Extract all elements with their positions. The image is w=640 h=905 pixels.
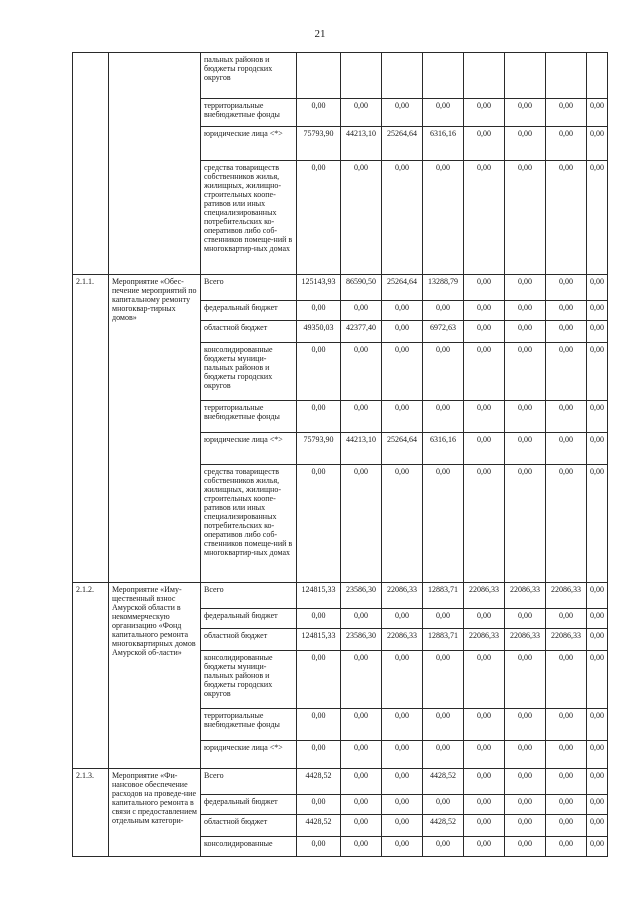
amount-cell: 0,00: [505, 275, 546, 301]
amount-cell: 0,00: [546, 769, 587, 795]
amount-cell: 0,00: [587, 401, 608, 433]
amount-cell: 0,00: [464, 609, 505, 629]
amount-cell: 0,00: [587, 651, 608, 709]
amount-cell: 6316,16: [423, 433, 464, 465]
amount-cell: 0,00: [423, 837, 464, 857]
amount-cell: 0,00: [587, 127, 608, 161]
amount-cell: [587, 53, 608, 99]
amount-cell: 0,00: [423, 741, 464, 769]
amount-cell: 0,00: [297, 709, 341, 741]
amount-cell: 0,00: [546, 433, 587, 465]
amount-cell: 25264,64: [382, 127, 423, 161]
funding-source-cell: областной бюджет: [201, 815, 297, 837]
amount-cell: 0,00: [546, 741, 587, 769]
funding-source-cell: территориальные внебюджетные фонды: [201, 99, 297, 127]
amount-cell: 6316,16: [423, 127, 464, 161]
table-row: [73, 275, 608, 301]
amount-cell: 0,00: [464, 795, 505, 815]
amount-cell: 0,00: [341, 343, 382, 401]
amount-cell: 0,00: [464, 301, 505, 321]
amount-cell: 22086,33: [546, 629, 587, 651]
amount-cell: 0,00: [423, 99, 464, 127]
amount-cell: 0,00: [546, 127, 587, 161]
amount-cell: 0,00: [505, 321, 546, 343]
item-name-cell: Мероприятие «Иму-щественный взнос Амурской области в некоммерческую организацию «Фонд капитального ремонта многоквартирных домов Амурской об-ласти»: [109, 583, 201, 769]
funding-source-cell: территориальные внебюджетные фонды: [201, 709, 297, 741]
amount-cell: 0,00: [297, 161, 341, 275]
item-name-cell: [109, 53, 201, 275]
amount-cell: 124815,33: [297, 629, 341, 651]
amount-cell: 44213,10: [341, 433, 382, 465]
amount-cell: 0,00: [297, 741, 341, 769]
amount-cell: 0,00: [382, 321, 423, 343]
amount-cell: 42377,40: [341, 321, 382, 343]
amount-cell: 0,00: [382, 99, 423, 127]
amount-cell: [423, 53, 464, 99]
amount-cell: 124815,33: [297, 583, 341, 609]
amount-cell: 0,00: [341, 99, 382, 127]
amount-cell: 0,00: [587, 301, 608, 321]
amount-cell: 0,00: [382, 651, 423, 709]
amount-cell: 0,00: [587, 795, 608, 815]
amount-cell: 0,00: [587, 583, 608, 609]
amount-cell: 0,00: [464, 433, 505, 465]
amount-cell: 0,00: [546, 795, 587, 815]
amount-cell: 0,00: [587, 343, 608, 401]
amount-cell: 0,00: [587, 275, 608, 301]
amount-cell: 0,00: [505, 301, 546, 321]
funding-source-cell: юридические лица <*>: [201, 433, 297, 465]
funding-source-cell: юридические лица <*>: [201, 127, 297, 161]
amount-cell: 0,00: [382, 837, 423, 857]
amount-cell: 0,00: [341, 465, 382, 583]
amount-cell: 44213,10: [341, 127, 382, 161]
amount-cell: 0,00: [546, 275, 587, 301]
amount-cell: 75793,90: [297, 433, 341, 465]
amount-cell: 0,00: [423, 401, 464, 433]
amount-cell: 0,00: [423, 609, 464, 629]
amount-cell: 0,00: [297, 795, 341, 815]
amount-cell: [341, 53, 382, 99]
amount-cell: 0,00: [297, 465, 341, 583]
amount-cell: 0,00: [297, 837, 341, 857]
amount-cell: 0,00: [587, 629, 608, 651]
amount-cell: 0,00: [382, 795, 423, 815]
amount-cell: 0,00: [423, 465, 464, 583]
amount-cell: [546, 53, 587, 99]
amount-cell: 0,00: [546, 401, 587, 433]
amount-cell: [505, 53, 546, 99]
amount-cell: 0,00: [382, 343, 423, 401]
amount-cell: 22086,33: [382, 583, 423, 609]
amount-cell: 0,00: [341, 609, 382, 629]
amount-cell: 0,00: [341, 769, 382, 795]
amount-cell: 0,00: [464, 127, 505, 161]
amount-cell: 0,00: [382, 815, 423, 837]
amount-cell: 0,00: [464, 837, 505, 857]
amount-cell: 0,00: [382, 609, 423, 629]
funding-source-cell: федеральный бюджет: [201, 795, 297, 815]
funding-source-cell: Всего: [201, 583, 297, 609]
amount-cell: 0,00: [464, 275, 505, 301]
amount-cell: 0,00: [297, 99, 341, 127]
amount-cell: 75793,90: [297, 127, 341, 161]
amount-cell: 0,00: [341, 741, 382, 769]
amount-cell: 0,00: [382, 161, 423, 275]
amount-cell: 0,00: [297, 651, 341, 709]
amount-cell: 0,00: [546, 465, 587, 583]
amount-cell: 0,00: [423, 795, 464, 815]
amount-cell: 0,00: [464, 709, 505, 741]
amount-cell: [464, 53, 505, 99]
amount-cell: 22086,33: [464, 583, 505, 609]
amount-cell: 0,00: [297, 343, 341, 401]
amount-cell: 22086,33: [505, 583, 546, 609]
amount-cell: 0,00: [587, 709, 608, 741]
funding-source-cell: областной бюджет: [201, 321, 297, 343]
amount-cell: 0,00: [382, 465, 423, 583]
amount-cell: 0,00: [464, 815, 505, 837]
amount-cell: 22086,33: [546, 583, 587, 609]
item-code-cell: 2.1.3.: [73, 769, 109, 857]
amount-cell: 0,00: [505, 127, 546, 161]
amount-cell: 0,00: [505, 99, 546, 127]
funding-source-cell: консолидированные: [201, 837, 297, 857]
table-row: [73, 583, 608, 609]
amount-cell: 22086,33: [464, 629, 505, 651]
funding-source-cell: областной бюджет: [201, 629, 297, 651]
amount-cell: 0,00: [341, 795, 382, 815]
amount-cell: 0,00: [505, 433, 546, 465]
funding-source-cell: федеральный бюджет: [201, 609, 297, 629]
amount-cell: 0,00: [546, 651, 587, 709]
amount-cell: 0,00: [587, 99, 608, 127]
amount-cell: 0,00: [505, 609, 546, 629]
amount-cell: 22086,33: [505, 629, 546, 651]
amount-cell: 4428,52: [423, 769, 464, 795]
amount-cell: 0,00: [546, 837, 587, 857]
amount-cell: 0,00: [423, 301, 464, 321]
amount-cell: 0,00: [464, 99, 505, 127]
amount-cell: 0,00: [464, 741, 505, 769]
amount-cell: 0,00: [546, 321, 587, 343]
amount-cell: 25264,64: [382, 433, 423, 465]
amount-cell: 0,00: [587, 433, 608, 465]
budget-table: [72, 52, 608, 857]
table-row: [73, 53, 608, 99]
amount-cell: 0,00: [464, 465, 505, 583]
amount-cell: 0,00: [341, 815, 382, 837]
amount-cell: [297, 53, 341, 99]
amount-cell: 0,00: [505, 769, 546, 795]
amount-cell: 0,00: [423, 161, 464, 275]
amount-cell: 0,00: [546, 343, 587, 401]
amount-cell: 0,00: [505, 709, 546, 741]
amount-cell: 0,00: [587, 769, 608, 795]
amount-cell: 6972,63: [423, 321, 464, 343]
amount-cell: 0,00: [587, 321, 608, 343]
amount-cell: 86590,50: [341, 275, 382, 301]
amount-cell: 25264,64: [382, 275, 423, 301]
amount-cell: [382, 53, 423, 99]
amount-cell: 12883,71: [423, 583, 464, 609]
amount-cell: 0,00: [464, 343, 505, 401]
amount-cell: 0,00: [587, 161, 608, 275]
item-code-cell: 2.1.2.: [73, 583, 109, 769]
amount-cell: 0,00: [505, 741, 546, 769]
amount-cell: 0,00: [464, 321, 505, 343]
amount-cell: 0,00: [546, 99, 587, 127]
amount-cell: 4428,52: [297, 769, 341, 795]
funding-source-cell: средства товариществ собственников жилья, жилищных, жилищно-строительных коопе-ративов или иных специализированных потребительских ко-оперативов либо соб-ственников помеще-ний в многоквартир-ных домах: [201, 161, 297, 275]
amount-cell: 0,00: [505, 401, 546, 433]
amount-cell: 0,00: [546, 815, 587, 837]
amount-cell: 12883,71: [423, 629, 464, 651]
funding-source-cell: средства товариществ собственников жилья, жилищных, жилищно-строительных коопе-ративов или иных специализированных потребительских ко-оперативов либо соб-ственников помеще-ний в многоквартир-ных домах: [201, 465, 297, 583]
amount-cell: 0,00: [382, 741, 423, 769]
amount-cell: 0,00: [423, 651, 464, 709]
amount-cell: 0,00: [464, 651, 505, 709]
item-code-cell: 2.1.1.: [73, 275, 109, 583]
funding-source-cell: федеральный бюджет: [201, 301, 297, 321]
amount-cell: 0,00: [382, 769, 423, 795]
funding-source-cell: консолидированные бюджеты муници-пальных районов и бюджеты городских округов: [201, 343, 297, 401]
item-code-cell: [73, 53, 109, 275]
amount-cell: 0,00: [505, 837, 546, 857]
amount-cell: 0,00: [341, 161, 382, 275]
amount-cell: 0,00: [341, 709, 382, 741]
amount-cell: 0,00: [587, 465, 608, 583]
amount-cell: 0,00: [341, 837, 382, 857]
amount-cell: 0,00: [464, 161, 505, 275]
amount-cell: 0,00: [464, 401, 505, 433]
amount-cell: 13288,79: [423, 275, 464, 301]
amount-cell: 0,00: [423, 709, 464, 741]
funding-source-cell: Всего: [201, 275, 297, 301]
amount-cell: 49350,03: [297, 321, 341, 343]
amount-cell: 0,00: [423, 343, 464, 401]
amount-cell: 23586,30: [341, 583, 382, 609]
amount-cell: 22086,33: [382, 629, 423, 651]
amount-cell: 0,00: [546, 709, 587, 741]
amount-cell: 0,00: [341, 651, 382, 709]
amount-cell: 0,00: [505, 651, 546, 709]
funding-source-cell: юридические лица <*>: [201, 741, 297, 769]
amount-cell: 0,00: [464, 769, 505, 795]
funding-source-cell: Всего: [201, 769, 297, 795]
funding-source-cell: консолидированные бюджеты муници-пальных районов и бюджеты городских округов: [201, 651, 297, 709]
amount-cell: 0,00: [505, 343, 546, 401]
amount-cell: 4428,52: [297, 815, 341, 837]
amount-cell: 0,00: [297, 401, 341, 433]
amount-cell: 0,00: [341, 301, 382, 321]
table-row: [73, 769, 608, 795]
amount-cell: 0,00: [505, 161, 546, 275]
funding-source-cell: территориальные внебюджетные фонды: [201, 401, 297, 433]
amount-cell: 0,00: [546, 301, 587, 321]
amount-cell: 0,00: [505, 815, 546, 837]
amount-cell: 0,00: [341, 401, 382, 433]
amount-cell: 0,00: [297, 301, 341, 321]
amount-cell: 4428,52: [423, 815, 464, 837]
amount-cell: 125143,93: [297, 275, 341, 301]
amount-cell: 0,00: [505, 795, 546, 815]
amount-cell: 0,00: [546, 161, 587, 275]
amount-cell: 0,00: [382, 709, 423, 741]
page-number: 21: [314, 28, 326, 40]
amount-cell: 0,00: [505, 465, 546, 583]
item-name-cell: Мероприятие «Обес-печение мероприятий по капитальному ремонту многоквар-тирных домов»: [109, 275, 201, 583]
funding-source-cell: пальных районов и бюджеты городских округов: [201, 53, 297, 99]
amount-cell: 0,00: [587, 837, 608, 857]
item-name-cell: Мероприятие «Фи-нансовое обеспечение расходов на проведе-ние капитального ремонта в связи с предоставлением отдельным категори-: [109, 769, 201, 857]
amount-cell: 0,00: [587, 609, 608, 629]
amount-cell: 0,00: [587, 741, 608, 769]
amount-cell: 0,00: [297, 609, 341, 629]
amount-cell: 0,00: [546, 609, 587, 629]
amount-cell: 23586,30: [341, 629, 382, 651]
amount-cell: 0,00: [382, 301, 423, 321]
amount-cell: 0,00: [382, 401, 423, 433]
amount-cell: 0,00: [587, 815, 608, 837]
